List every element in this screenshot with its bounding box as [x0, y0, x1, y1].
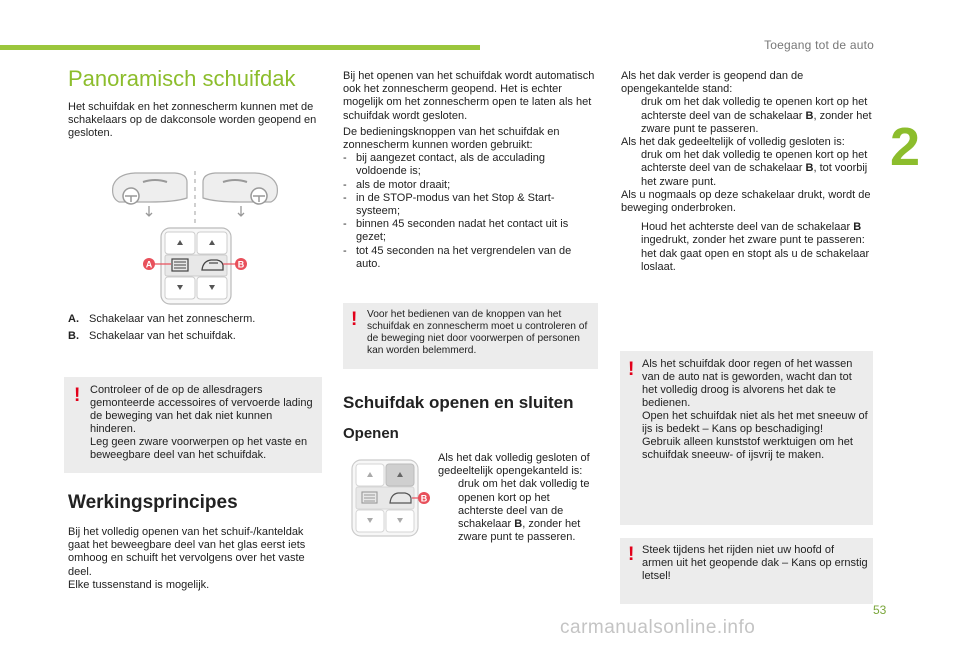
sunshade-right-illustration: [203, 173, 277, 216]
bullet-marker: [438, 478, 458, 544]
page-title: Panoramisch schuifdak: [68, 66, 296, 91]
warning-icon: !: [628, 359, 635, 380]
paragraph: Als het dak volledig gesloten of gedeeltelijk opengekanteld is:: [438, 452, 590, 478]
subsection-heading-open: Openen: [343, 425, 399, 442]
legend-item: [68, 313, 318, 326]
bullet-marker: [621, 221, 641, 274]
bullet-marker: [621, 149, 641, 189]
list-item: - bij aangezet contact, als de acculading voldoende is;: [343, 152, 545, 178]
paragraph: Als u nogmaals op deze schakelaar drukt, wordt de beweging onderbroken.: [621, 188, 871, 215]
warning-text: Gebruik alleen kunststof werktuigen om het schuifdak sneeuw- of ijsvrij te maken.: [642, 436, 853, 461]
list-item: - in de STOP-modus van het Stop & Start-systeem;: [343, 191, 555, 218]
col3-text: [621, 70, 875, 274]
warning-box-load: [64, 377, 322, 473]
warning-text: Voor het bedienen van de knoppen van het schuifdak en zonnescherm moet u controleren of de beweging niet door voorwerpen of personen kan worden belemmerd.: [367, 309, 588, 356]
switch-b-diagram: [350, 458, 432, 540]
warning-icon: !: [74, 385, 81, 406]
list-item: Houd het achterste deel van de schakelaar B ingedrukt, zonder het zware punt te passeren: het dak gaat open en stopt als u de schakelaar loslaat.: [621, 221, 875, 274]
paragraph: Als het dak verder is geopend dan de opengekantelde stand:: [621, 70, 804, 96]
intro-text: Het schuifdak en het zonnescherm kunnen met de schakelaars op de dakconsole worden geopend en gesloten.: [68, 101, 317, 140]
legend-text: Schakelaar van het schuifdak.: [89, 330, 236, 343]
section-heading-principles: Werkingsprincipes: [68, 492, 238, 513]
col2-text: [343, 70, 598, 271]
paragraph: De bedieningsknoppen van het schuifdak en zonnescherm kunnen worden gebruikt:: [343, 125, 560, 152]
chapter-number: 2: [890, 117, 921, 177]
header-rule: [0, 45, 480, 50]
principles-text: [68, 526, 322, 592]
paragraph: Bij het openen van het schuifdak wordt automatisch ook het zonnescherm geopend. Het is echter mogelijk om het zonnescherm open te laten als het schuifdak wordt gesloten.: [343, 70, 595, 122]
legend-key: B.: [68, 330, 79, 343]
running-header: Toegang tot de auto: [764, 38, 874, 52]
sunshade-left-illustration: [113, 173, 187, 216]
legend-item: [68, 330, 318, 343]
page-number: 53: [873, 603, 887, 617]
warning-icon: !: [351, 309, 358, 330]
warning-text: Controleer of de op de allesdragers gemonteerde accessoires of vervoerde lading de beweging van het dak niet kunnen hinderen.: [90, 384, 313, 435]
paragraph: Als het dak gedeeltelijk of volledig gesloten is:: [621, 136, 845, 149]
bullet-marker: [621, 96, 641, 136]
switch-console: [161, 228, 231, 304]
legend-text: Schakelaar van het zonnescherm.: [89, 313, 256, 325]
list-item: - tot 45 seconden na het vergrendelen van de auto.: [343, 244, 572, 270]
principles-paragraph: Bij het volledig openen van het schuif-/kanteldak gaat het beweegbare deel van het glas eerst iets omhoog en schuift het vervolgens over het vaste deel.: [68, 526, 306, 578]
warning-text: Open het schuifdak niet als het met sneeuw of ijs is bedekt – Kans op beschadiging!: [642, 410, 868, 435]
warning-box-driving: [620, 538, 873, 604]
warning-text: Als het schuifdak door regen of het wassen van de auto nat is geworden, wacht dan tot het volledig droog is alvorens het dak te bedienen.: [642, 358, 853, 409]
legend-list: [68, 313, 318, 343]
list-item: druk om het dak volledig te openen kort op het achterste deel van de schakelaar B, zonder het zware punt te passeren.: [621, 96, 875, 136]
watermark: carmanualsonline.info: [560, 617, 756, 638]
callout-b-label: B: [237, 259, 245, 270]
warning-icon: !: [628, 544, 635, 565]
open-instructions: [438, 452, 598, 544]
warning-text: Steek tijdens het rijden niet uw hoofd of armen uit het geopende dak – Kans op ernstig letsel!: [642, 544, 868, 582]
warning-box-obstruction: [343, 303, 598, 369]
roof-console-diagram: [105, 168, 285, 308]
warning-text: Leg geen zware voorwerpen op het vaste en beweegbare deel van het schuifdak.: [90, 436, 308, 461]
list-item: - als de motor draait;: [343, 178, 451, 191]
list-item: - binnen 45 seconden nadat het contact uit is gezet;: [343, 218, 569, 244]
callout-a-label: A: [145, 259, 153, 270]
callout-b-label: B: [420, 493, 428, 504]
list-item: druk om het dak volledig te openen kort op het achterste deel van de schakelaar B, tot voorbij het zware punt.: [621, 149, 875, 189]
legend-key: A.: [68, 313, 79, 325]
principles-paragraph: Elke tussenstand is mogelijk.: [68, 578, 210, 591]
warning-box-wet-snow: [620, 351, 873, 525]
list-item: druk om het dak volledig te openen kort op het achterste deel van de schakelaar B, zonder het zware punt te passeren.: [438, 478, 598, 544]
section-heading-open-close: Schuifdak openen en sluiten: [343, 393, 574, 412]
